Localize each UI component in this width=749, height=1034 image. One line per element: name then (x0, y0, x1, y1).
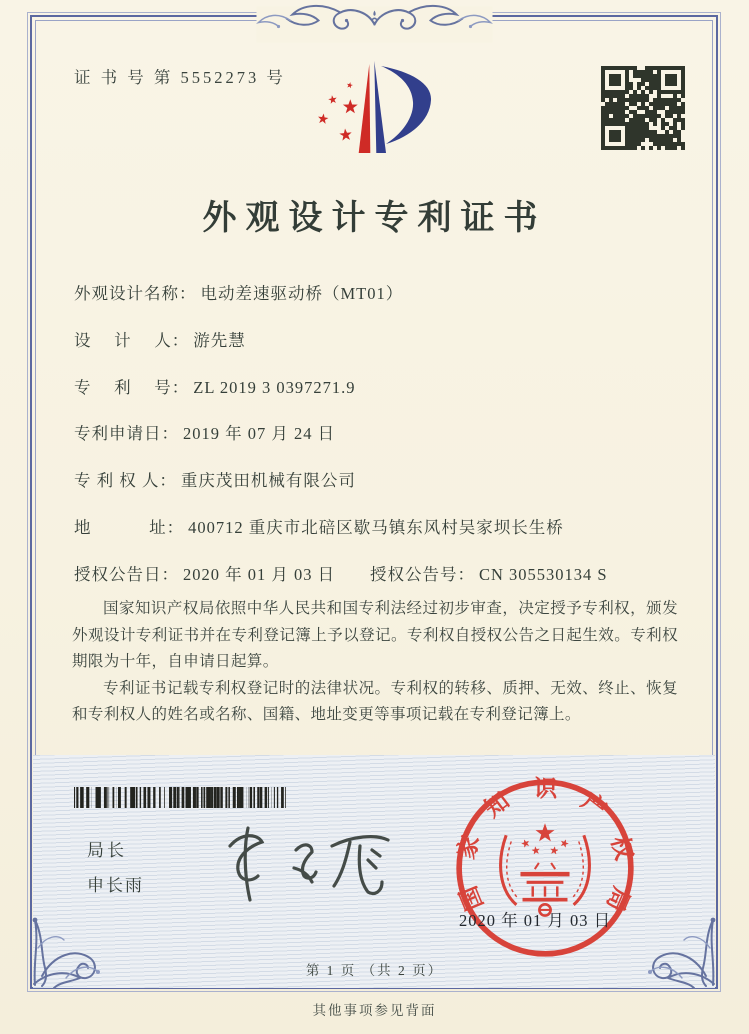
field-design-name (74, 280, 694, 327)
field-label: 专 利 号： (74, 377, 190, 397)
field-address (74, 514, 694, 561)
legal-text (72, 596, 678, 729)
field-value: CN 305530134 S (479, 564, 608, 584)
commissioner-name: 申长雨 (87, 876, 144, 895)
qr-code-icon (601, 66, 685, 150)
field-value: ZL 2019 3 0397271.9 (193, 377, 356, 397)
cnipa-logo-icon (300, 48, 460, 176)
field-list (74, 280, 694, 608)
field-patent-number (74, 374, 694, 421)
barcode-icon (74, 787, 286, 808)
field-label: 授权公告日： (74, 564, 179, 584)
page-number: 第 1 页 （共 2 页） (305, 963, 444, 978)
field-value: 重庆茂田机械有限公司 (180, 471, 356, 491)
field-value: 2020 年 01 月 03 日 (183, 564, 336, 584)
field-label: 授权公告号： (370, 564, 475, 584)
field-label: 专 利 权 人： (74, 471, 177, 491)
field-filing-date (74, 420, 694, 467)
field-value: 400712 重庆市北碚区歇马镇东风村吴家坝长生桥 (188, 517, 564, 537)
field-value: 游先慧 (193, 330, 246, 350)
seal-date: 2020 年 01 月 03 日 (459, 911, 612, 930)
field-designer (74, 327, 694, 374)
field-label: 外观设计名称： (74, 284, 197, 303)
commissioner-title: 局长 (87, 841, 127, 860)
field-label: 设 计 人： (74, 330, 190, 350)
field-value: 2019 年 07 月 24 日 (183, 424, 336, 444)
legal-paragraph-1: 国家知识产权局依照中华人民共和国专利法经过初步审查，决定授予专利权，颁发外观设计专利证书并在专利登记簿上予以登记。专利权自授权公告之日起生效。专利权期限为十年，自申请日起算。 (72, 600, 678, 670)
certificate-number: 证 书 号 第 5552273 号 (74, 68, 286, 87)
field-value: 电动差速驱动桥（MT01） (200, 284, 404, 303)
field-patentee (74, 467, 694, 514)
official-seal-icon (453, 776, 637, 960)
field-label: 专利申请日： (74, 424, 179, 444)
field-label: 地 址： (74, 517, 185, 537)
legal-paragraph-2: 专利证书记载专利权登记时的法律状况。专利权的转移、质押、无效、终止、恢复和专利权人的姓名或名称、国籍、地址变更等事项记载在专利登记簿上。 (72, 679, 678, 723)
certificate-title: 外观设计专利证书 (202, 200, 547, 237)
signature-handwriting-icon (200, 816, 410, 916)
back-note: 其他事项参见背面 (312, 1003, 437, 1018)
seal-ring-text: 国家知识产权局 (453, 776, 637, 915)
field-grant-number (370, 561, 608, 585)
